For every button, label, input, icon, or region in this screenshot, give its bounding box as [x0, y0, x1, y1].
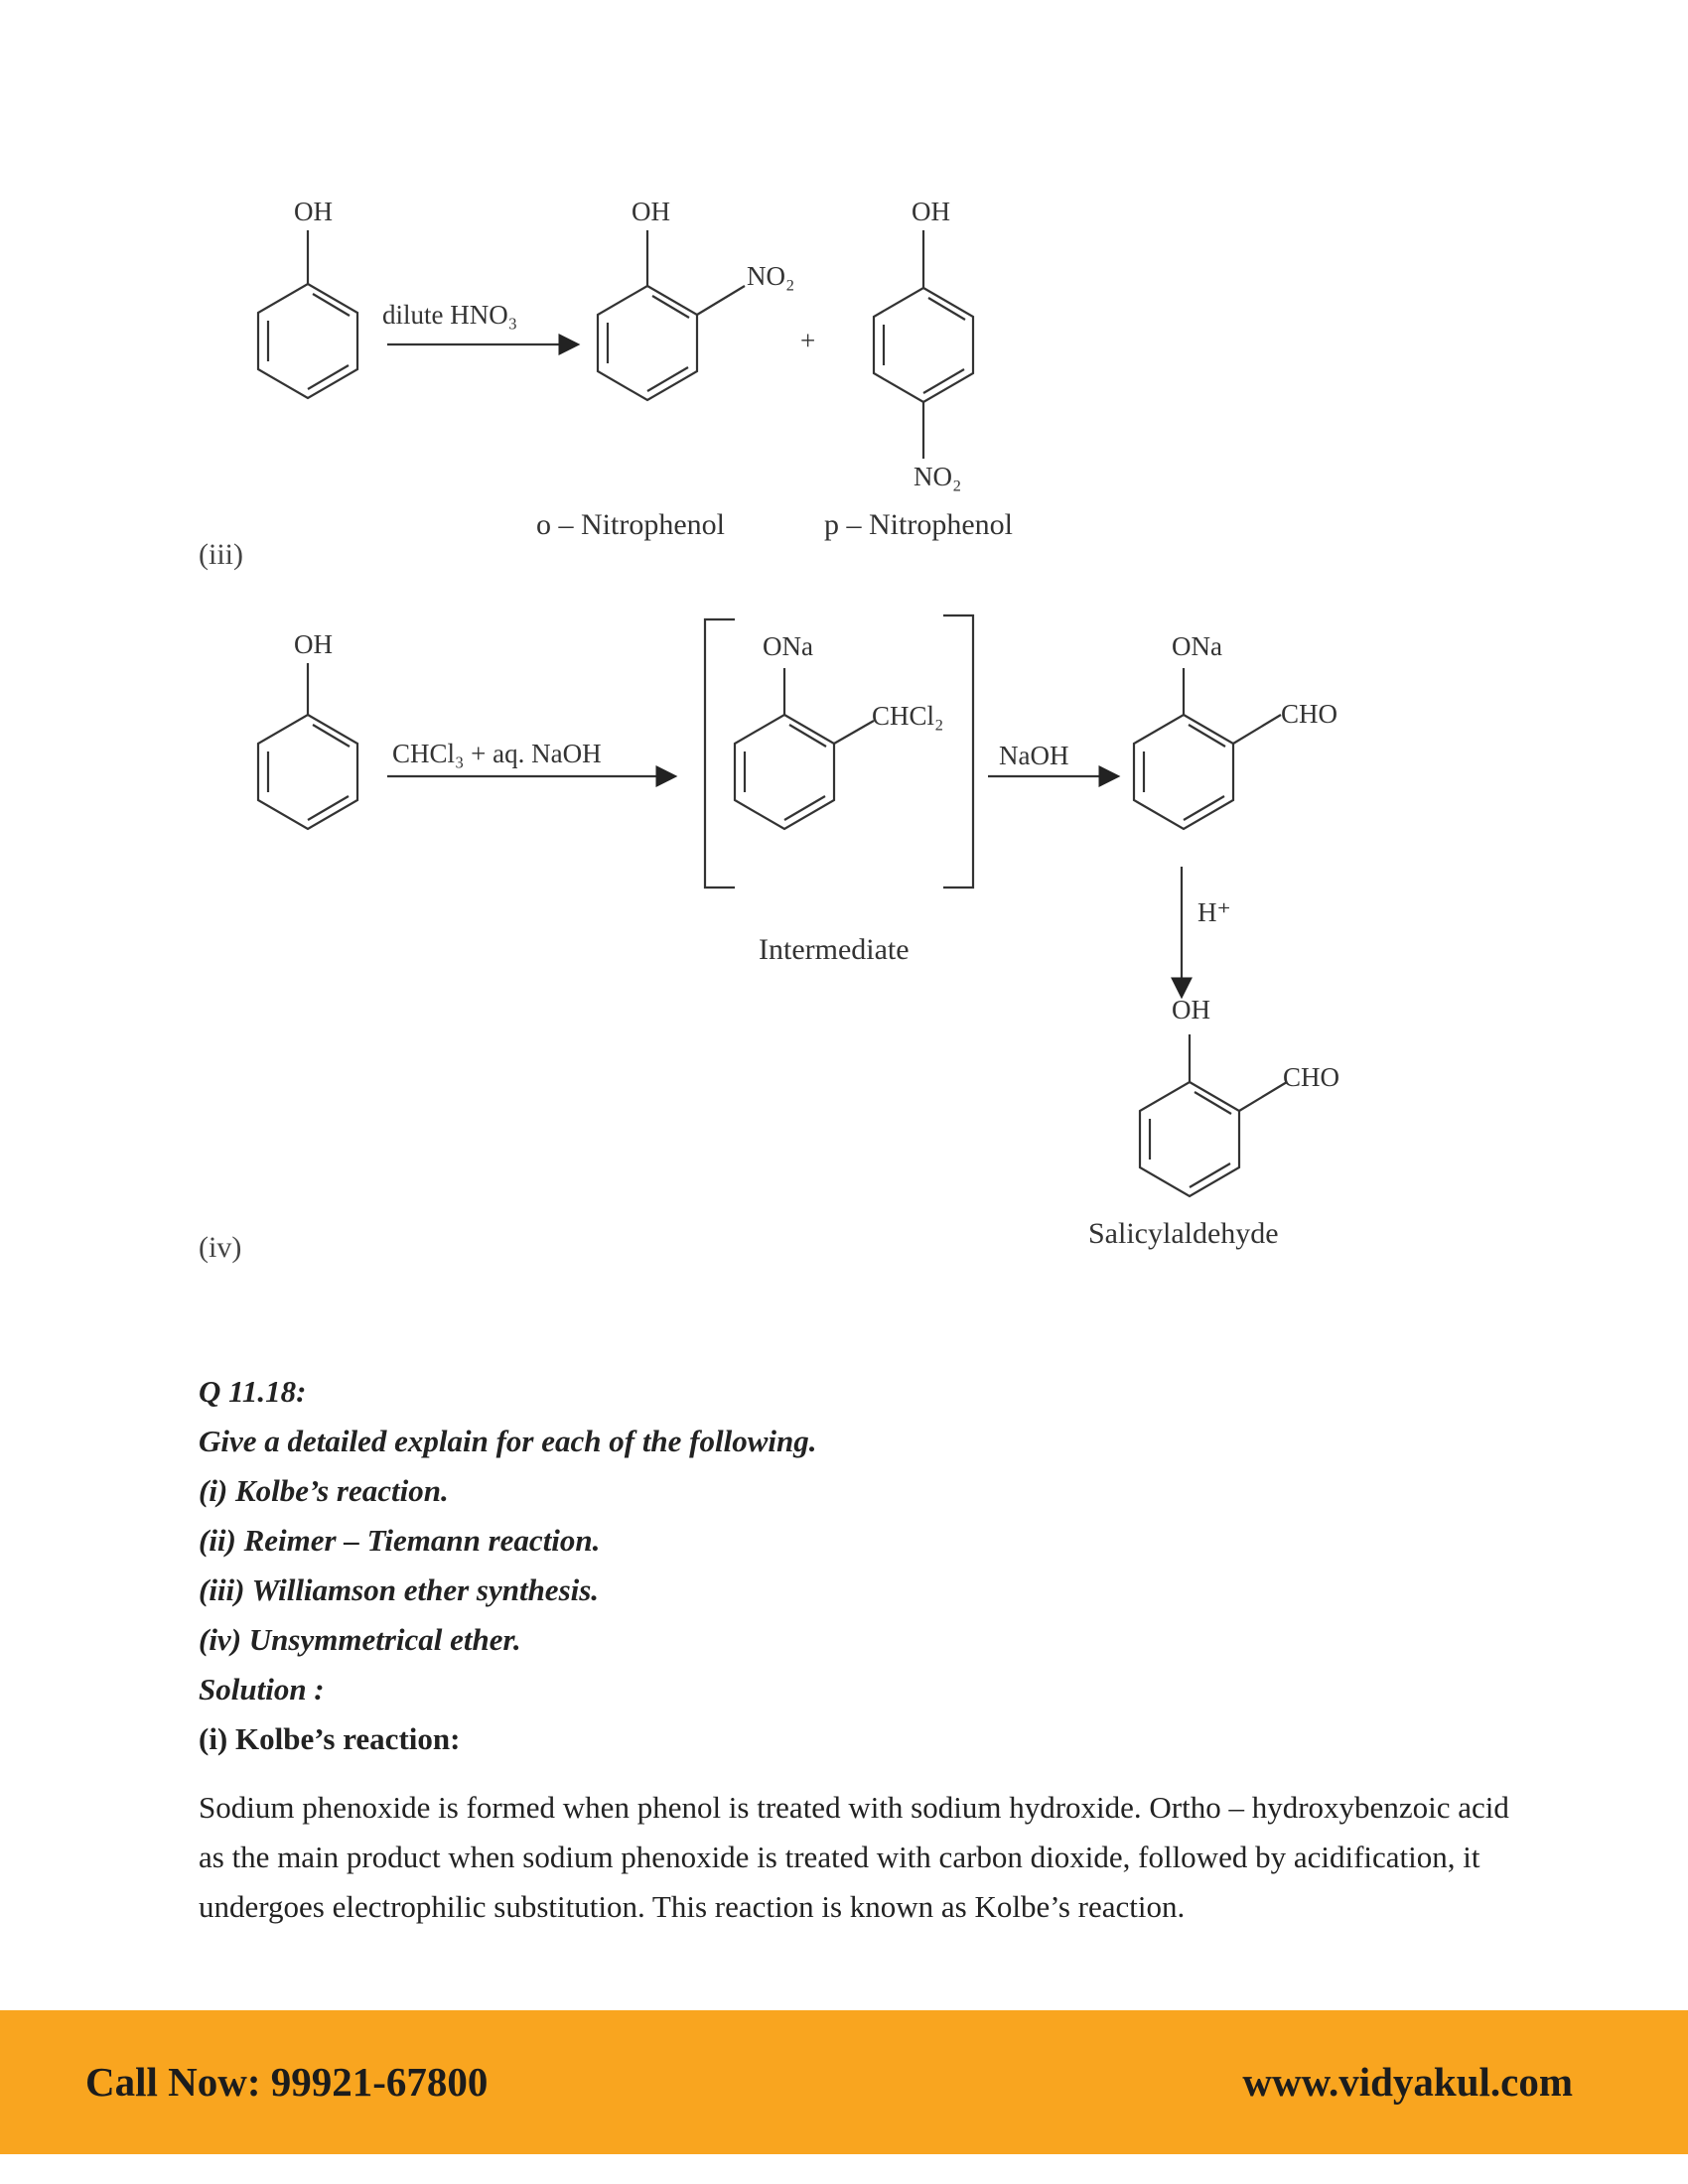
benzene-ring-para [874, 230, 973, 459]
benzene-ring-phenol [258, 230, 357, 398]
answer-paragraph: Sodium phenoxide is formed when phenol is treated with sodium hydroxide. Ortho – hydroxybenzoic acid as the main product when sodium phenoxide is treated with carbon dioxide, followed by acidification, it undergoes electrophilic substitution. This reaction is known as Kolbe’s reaction. [199, 1790, 1509, 1924]
para-oh-label: OH [912, 197, 950, 226]
website-link[interactable]: www.vidyakul.com [1242, 2059, 1573, 2105]
para-no2-label: NO₂ [914, 462, 962, 491]
final-cho-label: CHO [1283, 1062, 1340, 1092]
benzene-ring-salicylaldehyde [1140, 1034, 1287, 1196]
bracket-right [943, 615, 973, 887]
benzene-ring-intermediate [735, 668, 874, 829]
para-nitrophenol-name: p – Nitrophenol [824, 508, 1013, 541]
question-item-4: (iv) Unsymmetrical ether. [199, 1622, 521, 1657]
final-oh-label: OH [1172, 995, 1210, 1024]
solution-label: Solution : [199, 1672, 325, 1706]
question-number: Q 11.18: [199, 1374, 307, 1409]
phenol-oh-label: OH [294, 197, 333, 226]
ortho-nitrophenol-name: o – Nitrophenol [536, 508, 725, 541]
bracket-left [705, 619, 735, 887]
footer-banner [0, 2010, 1688, 2154]
benzene-ring-ortho [598, 230, 745, 400]
scheme-iii-label: (iii) [199, 538, 243, 571]
ortho-oh-label: OH [632, 197, 670, 226]
benzene-ring-phenol-2 [258, 663, 357, 829]
ortho-no2-label: NO₂ [747, 261, 795, 291]
benzene-ring-product [1134, 668, 1281, 829]
answer-heading: (i) Kolbe’s reaction: [199, 1721, 461, 1756]
reagent-h-plus: H⁺ [1197, 897, 1231, 927]
salicylaldehyde-name: Salicylaldehyde [1088, 1217, 1279, 1250]
question-item-3: (iii) Williamson ether synthesis. [199, 1572, 600, 1607]
call-now-link[interactable]: Call Now: 99921-67800 [85, 2059, 489, 2105]
reagent-naoh: NaOH [999, 741, 1069, 770]
intermediate-ona-label: ONa [763, 631, 813, 661]
question-prompt: Give a detailed explain for each of the following. [199, 1424, 817, 1458]
intermediate-chcl2-label: CHCl₂ [872, 701, 944, 731]
question-item-2: (ii) Reimer – Tiemann reaction. [199, 1523, 601, 1558]
scheme-iv-label: (iv) [199, 1231, 242, 1264]
plus-sign: + [800, 326, 816, 355]
product-cho-label: CHO [1281, 699, 1338, 729]
product-ona-label: ONa [1172, 631, 1222, 661]
intermediate-name: Intermediate [759, 933, 910, 966]
question-item-1: (i) Kolbe’s reaction. [199, 1473, 449, 1508]
reagent-chcl3-naoh: CHCl₃ + aq. NaOH [392, 739, 602, 768]
reagent-dilute-hno3: dilute HNO₃ [382, 300, 518, 330]
phenol-oh-label-2: OH [294, 629, 333, 659]
